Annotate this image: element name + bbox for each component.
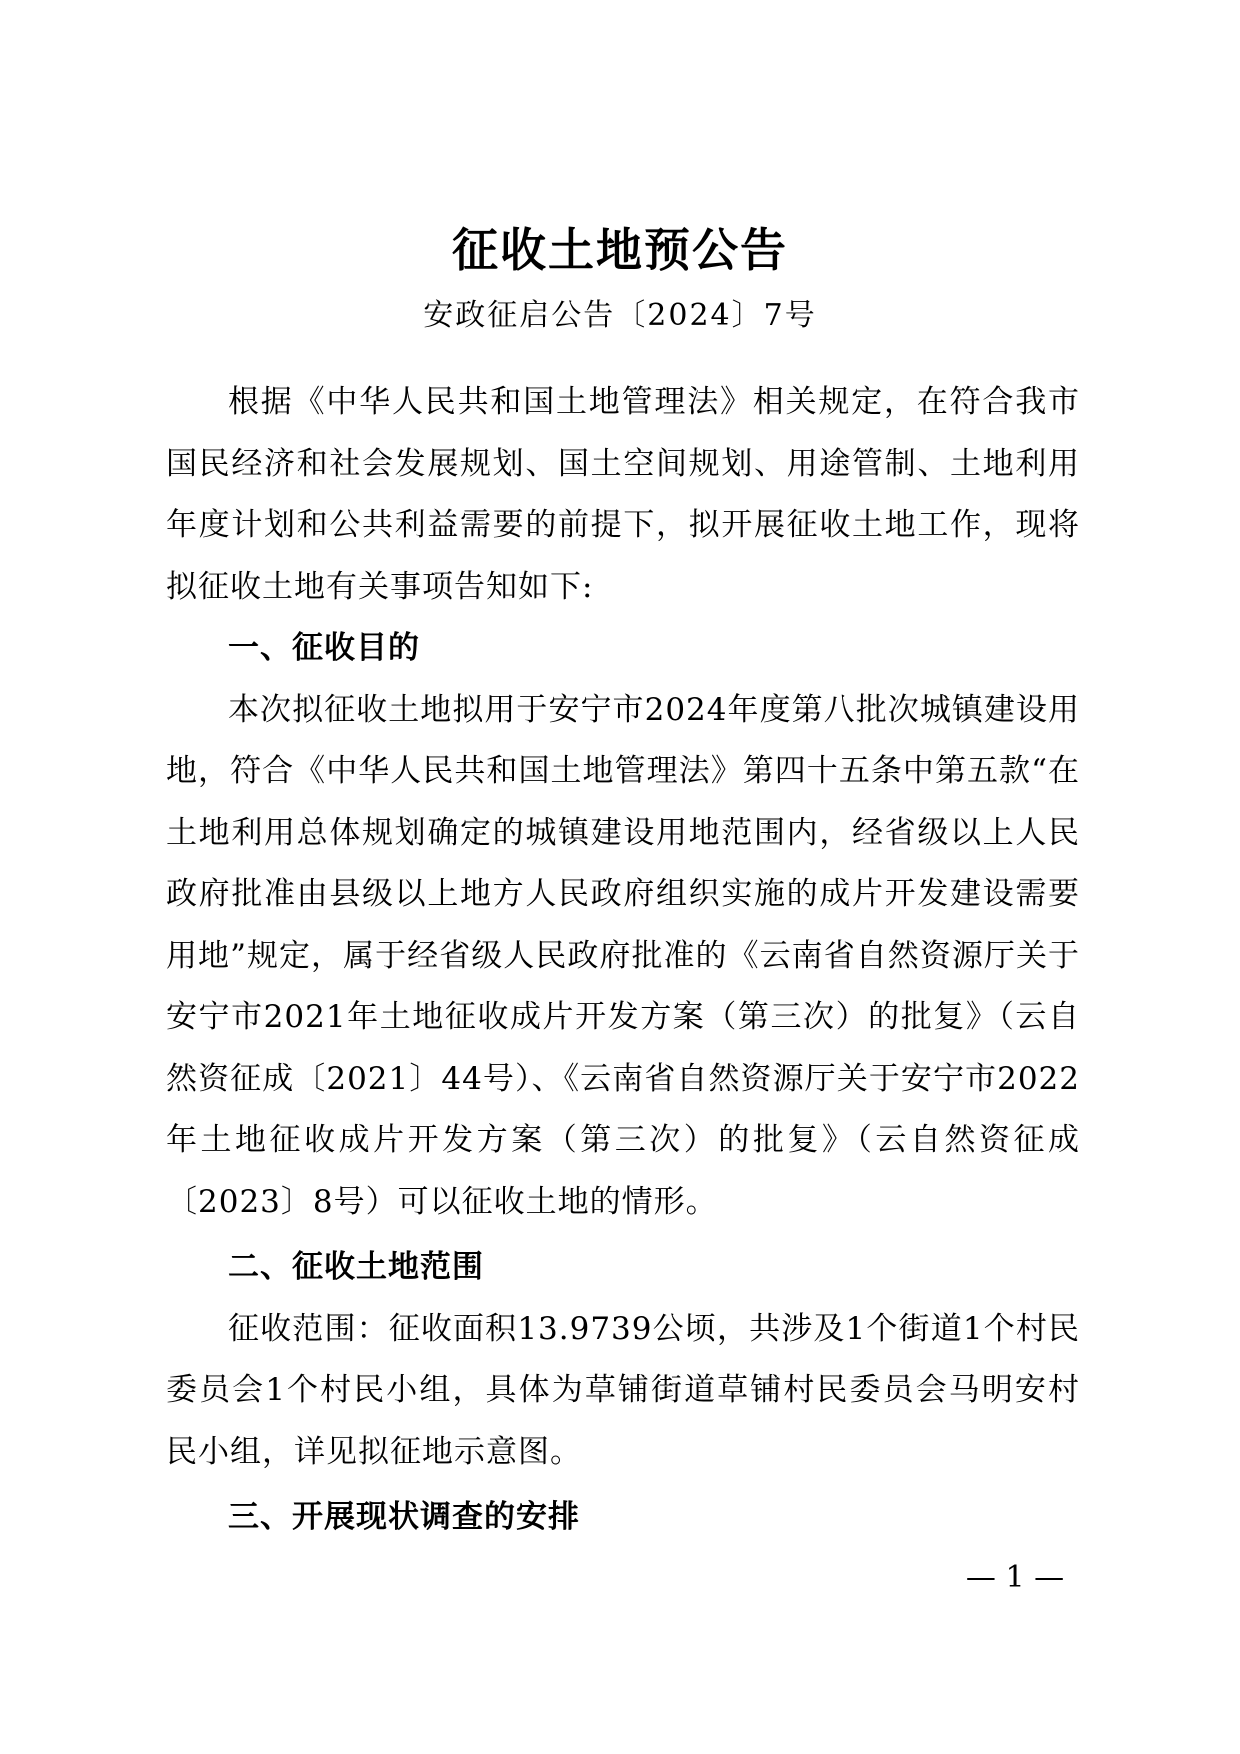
section-1-heading: 一、征收目的	[228, 630, 420, 666]
section-2-heading: 二、征收土地范围	[228, 1249, 484, 1285]
document-body	[166, 372, 1080, 1549]
section-1-paragraph: 本次拟征收土地拟用于安宁市2024年度第八批次城镇建设用地，符合《中华人民共和国土地管理法》第四十五条中第五款“在土地利用总体规划确定的城镇建设用地范围内，经省级以上人民政府批准由县级以上地方人民政府组织实施的成片开发建设需要用地”规定，属于经省级人民政府批准的《云南省自然资源厅关于安宁市2021年土地征收成片开发方案（第三次）的批复》（云自然资征成〔2021〕44号）、《云南省自然资源厅关于安宁市2022年土地征收成片开发方案（第三次）的批复》（云自然资征成〔2023〕8号）可以征收土地的情形。	[166, 691, 1080, 1220]
section-3-heading: 三、开展现状调查的安排	[228, 1499, 580, 1535]
section-2-paragraph: 征收范围：征收面积13.9739公顷，共涉及1个街道1个村民委员会1个村民小组，具体为草铺街道草铺村民委员会马明安村民小组，详见拟征地示意图。	[166, 1310, 1080, 1470]
page-number: — 1 —	[965, 1560, 1065, 1595]
document-number: 安政征启公告〔2024〕7号	[423, 298, 817, 333]
document-title: 征收土地预公告	[452, 223, 788, 277]
intro-paragraph: 根据《中华人民共和国土地管理法》相关规定，在符合我市国民经济和社会发展规划、国土空间规划、用途管制、土地利用年度计划和公共利益需要的前提下，拟开展征收土地工作，现将拟征收土地有关事项告知如下:	[166, 384, 1080, 605]
